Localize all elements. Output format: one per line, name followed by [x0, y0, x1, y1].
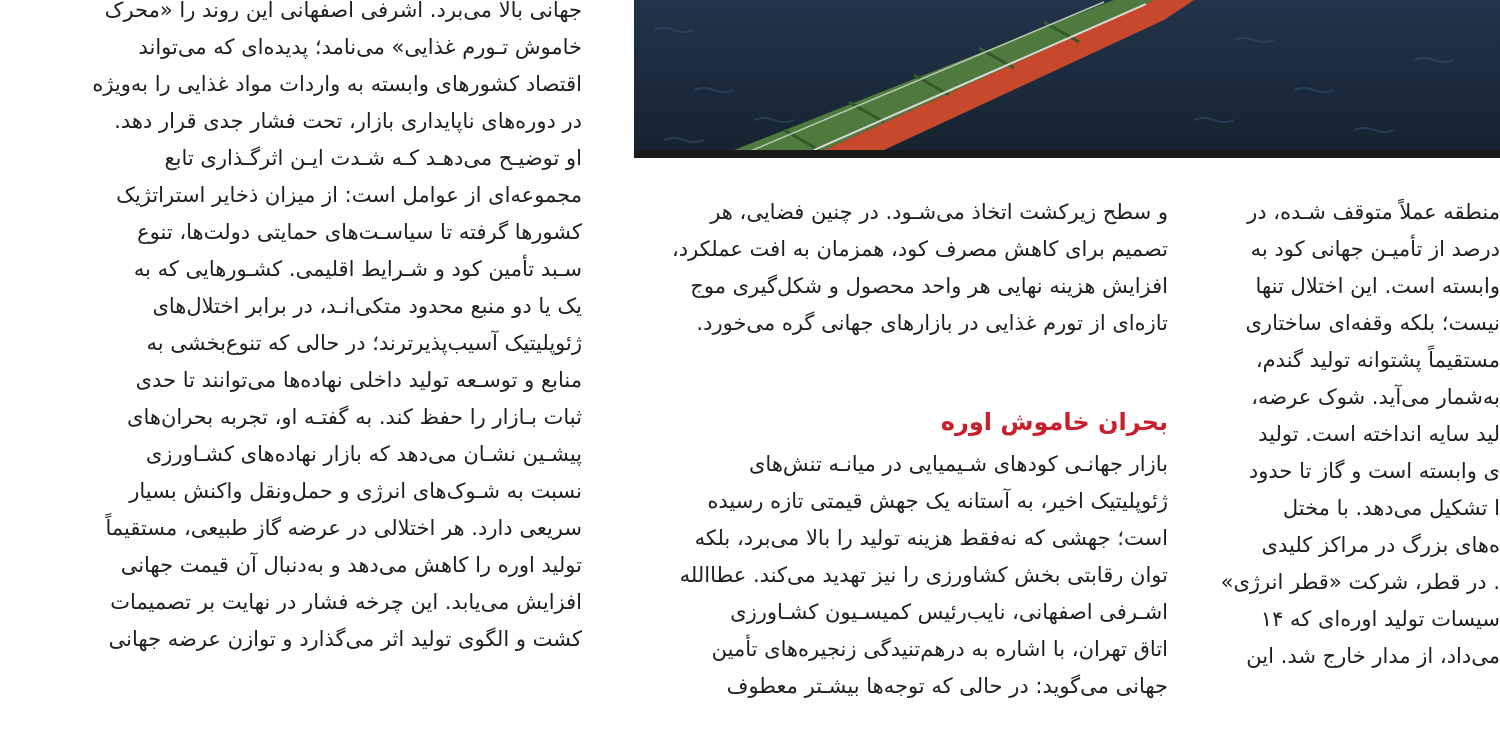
text-line: اقتصاد کشورهای وابسته به واردات مواد غذایی را به‌ویژه [92, 72, 582, 96]
text-line: وابسته است. این اختلال تنها [1255, 274, 1500, 298]
text-line: جهانی بالا می‌برد. اشرفی اصفهانی این روند را «محرک [104, 0, 582, 22]
text-line: اشـرفی اصفهانی، نایب‌رئیس کمیسـیون کشـاورزی [730, 600, 1168, 624]
text-line: می‌داد، از مدار خارج شد. این [1246, 644, 1500, 668]
right-text-column [1220, 194, 1500, 675]
text-line: نسبت به شـوک‌های انرژی و حمل‌ونقل واکنش بسیار [129, 479, 582, 503]
section-heading: بحران خاموش اوره [940, 408, 1168, 436]
text-line: منطقه عملاً متوقف شـده، در [1247, 200, 1500, 224]
text-line: افزایش هزینه نهایی هر واحد محصول و شکل‌گیری موج [690, 274, 1168, 298]
text-line: در دوره‌های ناپایداری بازار، تحت فشار جدی قرار دهد. [114, 109, 582, 133]
text-line: ژئوپلیتیک اخیر، به آستانه یک جهش قیمتی تازه رسیده [707, 489, 1168, 513]
text-line: ی وابسته است و گاز تا حدود [1248, 459, 1500, 483]
text-line: او توضیـح می‌دهـد کـه شـدت ایـن اثرگـذاری تابع [164, 146, 582, 170]
text-line: سیسات تولید اوره‌ای که ۱۴ [1260, 607, 1500, 631]
text-line: مجموعه‌ای از عوامل است: از میزان ذخایر استراتژیک [116, 183, 582, 207]
text-line: و سطح زیرکشت اتخاذ می‌شـود. در چنین فضایی، هر [710, 200, 1168, 224]
text-line: سـبد تأمین کود و شـرایط اقلیمی. کشـورهایی که به [133, 257, 582, 281]
text-line: است؛ جهشی که نه‌فقط هزینه تولید را بالا می‌برد، بلکه [694, 526, 1168, 550]
text-line: مستقیماً پشتوانه تولید گندم، [1255, 348, 1500, 372]
text-line: جهانی می‌گوید: در حالی که توجه‌ها بیشـتر معطوف [726, 674, 1168, 698]
text-line: توان رقابتی بخش کشاورزی را نیز تهدید می‌کند. عطاالله [679, 563, 1168, 587]
text-line: . در قطر، شرکت «قطر انرژی» [1220, 570, 1500, 594]
middle-text-top [636, 194, 1168, 342]
text-line: ا تشکیل می‌دهد. با مختل [1282, 496, 1500, 520]
text-line: به‌شمار می‌آید. شوک عرضه، [1251, 385, 1500, 409]
text-line: نیست؛ بلکه وقفه‌ای ساختاری [1245, 311, 1500, 335]
text-line: منابع و توسـعه تولید داخلی نهاده‌ها می‌توانند تا حدی [135, 368, 582, 392]
text-line: تازه‌ای از تورم غذایی در بازارهای جهانی گره می‌خورد. [696, 311, 1168, 335]
text-line: پیشـین نشـان می‌دهد که بازار نهاده‌های کشـاورزی [145, 442, 582, 466]
text-line: ثبات بـازار را حفظ کند. به گفتـه او، تجربه بحران‌های [127, 405, 582, 429]
text-line: درصد از تأمیـن جهانی کود به [1250, 237, 1500, 261]
text-line: کشت و الگوی تولید اثر می‌گذارد و توازن عرضه جهانی [108, 627, 582, 651]
text-line: بازار جهانـی کودهای شـیمیایی در میانـه تنش‌های [749, 452, 1168, 476]
text-line: کشورها گرفته تا سیاسـت‌های حمایتی دولت‌ها، تنوع [137, 220, 582, 244]
text-line: افزایش می‌یابد. این چرخه فشار در نهایت بر تصمیمات [110, 590, 582, 614]
cargo-ship-photo [634, 0, 1500, 158]
text-line: ه‌های بزرگ در مراکز کلیدی [1261, 533, 1500, 557]
text-line: ژئوپلیتیک آسیب‌پذیرترند؛ در حالی که تنوع‌بخشی به [146, 331, 582, 355]
text-line: خاموش تـورم غذایی» می‌نامد؛ پدیده‌ای که می‌تواند [138, 35, 582, 59]
left-text-column [52, 0, 582, 658]
text-line: اتاق تهران، با اشاره به درهم‌تنیدگی زنجیره‌های تأمین [711, 637, 1168, 661]
text-line: یک یا دو منبع محدود متکی‌انـد، در برابر اختلال‌های [152, 294, 582, 318]
middle-text-bottom [636, 446, 1168, 705]
text-line: سریعی دارد. هر اختلالی در عرضه گاز طبیعی، مستقیماً [105, 516, 582, 540]
text-line: لید سایه انداخته است. تولید [1258, 422, 1500, 446]
text-line: تولید اوره را کاهش می‌دهد و به‌دنبال آن قیمت جهانی [120, 553, 582, 577]
text-line: تصمیم برای کاهش مصرف کود، همزمان به افت عملکرد، [671, 237, 1168, 261]
